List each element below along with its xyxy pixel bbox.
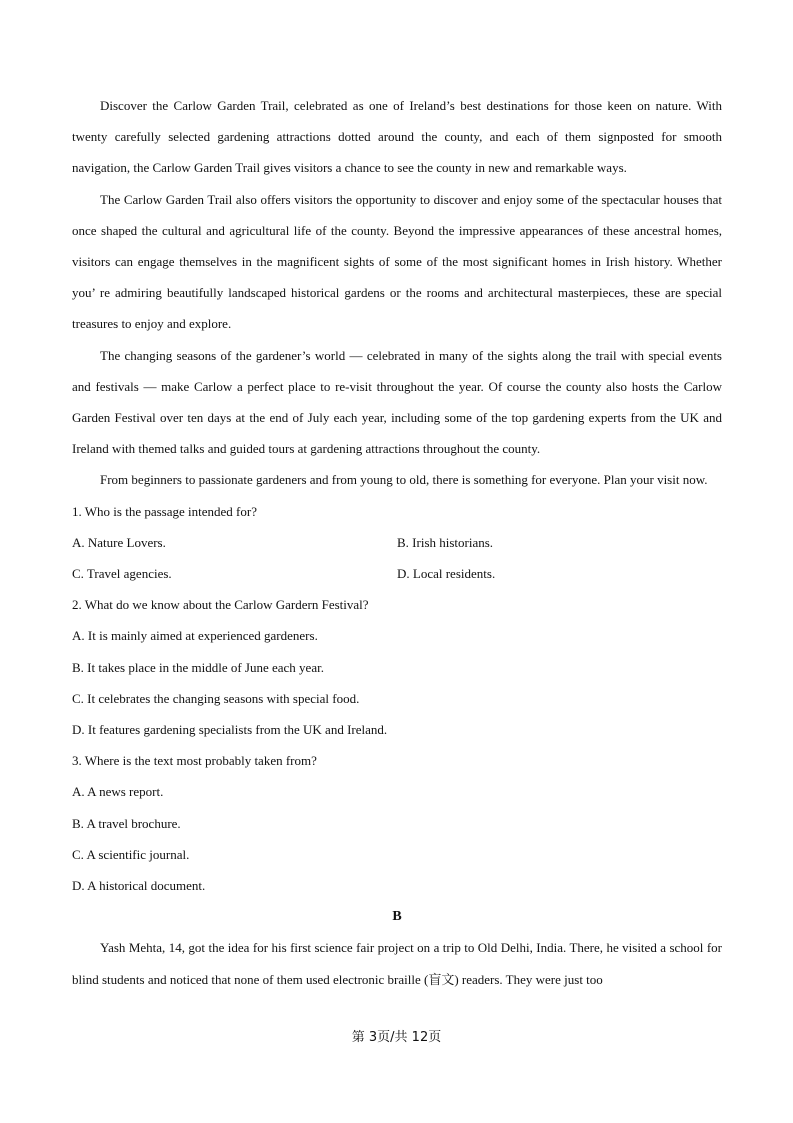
question-1-option-d: D. Local residents. bbox=[397, 566, 496, 582]
question-2-option-b: B. It takes place in the middle of June each year. bbox=[72, 659, 324, 675]
question-3-option-b: B. A travel brochure. bbox=[72, 815, 181, 831]
document-page bbox=[72, 90, 722, 995]
question-1 bbox=[72, 496, 722, 590]
question-2-option-c: C. It celebrates the changing seasons with special food. bbox=[72, 690, 360, 706]
passage-a-paragraph-1: Discover the Carlow Garden Trail, celebrated as one of Ireland’s best destinations for those keen on nature. With twenty carefully selected gardening attractions dotted around the county, and each of them signposted for smooth navigation, the Carlow Garden Trail gives visitors a chance to see the county in new and remarkable ways. bbox=[72, 98, 722, 176]
section-b-paragraph-1: Yash Mehta, 14, got the idea for his first science fair project on a trip to Old Delhi, India. There, he visited a school for blind students and noticed that none of them used electronic braille (盲文) readers. They were just too bbox=[72, 940, 722, 987]
page-number-footer: 第 3页/共 12页 bbox=[351, 1030, 442, 1045]
question-3 bbox=[72, 745, 722, 901]
question-1-option-c: C. Travel agencies. bbox=[72, 566, 172, 582]
question-2-stem: 2. What do we know about the Carlow Gardern Festival? bbox=[72, 597, 369, 613]
question-3-option-d: D. A historical document. bbox=[72, 878, 206, 894]
passage-a-paragraph-4: From beginners to passionate gardeners and from young to old, there is something for everyone. Plan your visit now. bbox=[100, 472, 708, 488]
question-2-option-a: A. It is mainly aimed at experienced gardeners. bbox=[72, 628, 318, 644]
question-3-stem: 3. Where is the text most probably taken from? bbox=[72, 753, 317, 769]
question-2 bbox=[72, 589, 722, 745]
question-3-option-a: A. A news report. bbox=[72, 784, 164, 800]
question-1-option-a: A. Nature Lovers. bbox=[72, 534, 166, 550]
section-b-title: B bbox=[392, 909, 402, 925]
question-1-options bbox=[72, 527, 722, 589]
question-2-option-d: D. It features gardening specialists from the UK and Ireland. bbox=[72, 722, 388, 738]
passage-a-paragraph-2: The Carlow Garden Trail also offers visitors the opportunity to discover and enjoy some of the spectacular houses that once shaped the cultural and agricultural life of the county. Beyond the impressive appearances of these ancestral homes, visitors can engage themselves in the magnificent sights of some of the most significant homes in Irish history. Whether you’ re admiring beautifully landscaped historical gardens or the rooms and architectural masterpieces, these are special treasures to enjoy and explore. bbox=[72, 191, 722, 332]
question-1-option-b: B. Irish historians. bbox=[397, 534, 494, 550]
passage-a-paragraph-3: The changing seasons of the gardener’s world — celebrated in many of the sights along the trail with special events and festivals — make Carlow a perfect place to re-visit throughout the year. Of course the county also hosts the Carlow Garden Festival over ten days at the end of July each year, including some of the top gardening experts from the UK and Ireland with themed talks and guided tours at gardening attractions throughout the county. bbox=[72, 347, 722, 457]
question-3-option-c: C. A scientific journal. bbox=[72, 846, 190, 862]
question-1-stem: 1. Who is the passage intended for? bbox=[72, 503, 257, 519]
